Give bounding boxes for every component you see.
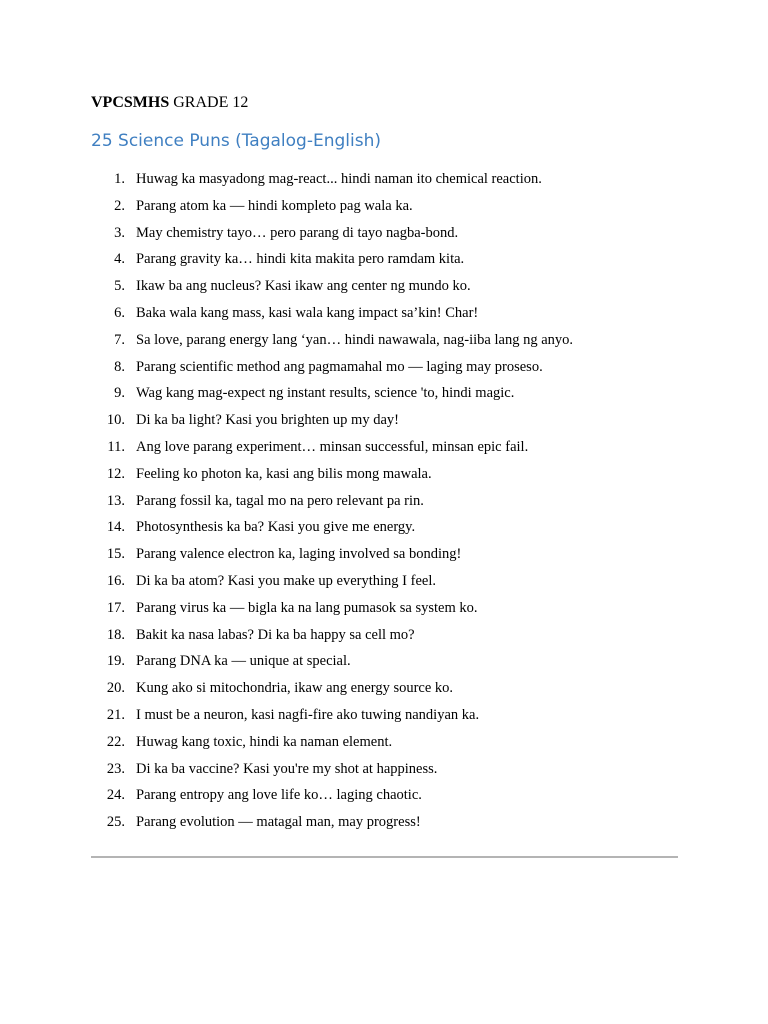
list-item-text: Parang virus ka — bigla ka na lang pumasok sa system ko. — [136, 599, 478, 616]
list-item — [91, 675, 691, 702]
list-item-text: Parang gravity ka… hindi kita makita pero ramdam kita. — [136, 251, 465, 268]
list-item-number: 5. — [114, 278, 125, 295]
list-item — [91, 166, 691, 193]
list-item-text: Huwag kang toxic, hindi ka naman element. — [136, 733, 393, 750]
list-item-number: 10. — [106, 412, 125, 429]
list-item — [91, 434, 691, 461]
list-item-number: 1. — [114, 171, 125, 187]
list-item-number: 8. — [114, 358, 125, 375]
list-item-number: 19. — [106, 653, 125, 670]
list-item — [91, 702, 691, 729]
list-item-number: 11. — [107, 438, 125, 455]
list-item-number: 24. — [106, 787, 125, 804]
list-item-text: Ikaw ba ang nucleus? Kasi ikaw ang center ng mundo ko. — [136, 278, 471, 295]
list-item-text: Parang entropy ang love life ko… laging chaotic. — [136, 787, 422, 804]
list-item — [91, 595, 691, 622]
list-item — [91, 461, 691, 488]
pun-list — [91, 166, 691, 836]
list-item-number: 6. — [114, 304, 125, 321]
list-item-text: Parang valence electron ka, laging involved sa bonding! — [136, 546, 462, 563]
list-item-text: Parang atom ka — hindi kompleto pag wala ka. — [136, 197, 413, 214]
list-item-number: 21. — [106, 706, 125, 723]
list-item-number: 14. — [106, 519, 125, 536]
list-item — [91, 756, 691, 783]
list-item-number: 3. — [114, 224, 125, 241]
horizontal-divider — [91, 856, 678, 858]
list-item-text: Parang DNA ka — unique at special. — [136, 653, 351, 670]
list-item-number: 7. — [114, 331, 125, 348]
list-item — [91, 327, 691, 354]
list-item — [91, 193, 691, 220]
list-item-text: I must be a neuron, kasi nagfi-fire ako tuwing nandiyan ka. — [136, 706, 480, 723]
list-item-text: Kung ako si mitochondria, ikaw ang energy source ko. — [136, 680, 454, 697]
list-item-text: Di ka ba atom? Kasi you make up everything I feel. — [136, 572, 436, 589]
list-item — [91, 514, 691, 541]
list-item-number: 12. — [106, 465, 125, 482]
list-item-number: 15. — [106, 546, 125, 563]
list-item-text: Parang scientific method ang pagmamahal mo — laging may proseso. — [136, 358, 543, 375]
list-item-text: Sa love, parang energy lang ‘yan… hindi nawawala, nag-iiba lang ng anyo. — [136, 331, 574, 348]
grade-level: GRADE 12 — [173, 94, 249, 111]
list-item-text: Parang evolution — matagal man, may progress! — [136, 814, 421, 831]
list-item-text: Huwag ka masyadong mag-react... hindi naman ito chemical reaction. — [136, 171, 542, 187]
list-item-text: Ang love parang experiment… minsan successful, minsan epic fail. — [136, 438, 529, 455]
list-item — [91, 246, 691, 273]
list-item-number: 18. — [106, 626, 125, 643]
list-item — [91, 622, 691, 649]
list-item — [91, 782, 691, 809]
list-item-text: Feeling ko photon ka, kasi ang bilis mong mawala. — [136, 465, 432, 482]
list-item-number: 4. — [114, 251, 125, 268]
list-item-text: Di ka ba vaccine? Kasi you're my shot at happiness. — [136, 760, 438, 777]
list-item-number: 17. — [106, 599, 125, 616]
list-item — [91, 729, 691, 756]
list-item-text: Parang fossil ka, tagal mo na pero relevant pa rin. — [136, 492, 424, 509]
list-item-text: Wag kang mag-expect ng instant results, science 'to, hindi magic. — [136, 385, 515, 402]
list-item — [91, 541, 691, 568]
school-grade-line — [91, 93, 248, 113]
list-item-text: May chemistry tayo… pero parang di tayo nagba-bond. — [136, 224, 459, 241]
document-title: 25 Science Puns (Tagalog-English) — [91, 131, 381, 151]
list-item-number: 20. — [106, 680, 125, 697]
list-item-number: 2. — [114, 197, 125, 214]
list-item-text: Di ka ba light? Kasi you brighten up my day! — [136, 412, 399, 429]
list-item-number: 16. — [106, 572, 125, 589]
list-item — [91, 220, 691, 247]
list-item-number: 22. — [106, 733, 125, 750]
list-item-number: 25. — [106, 814, 125, 831]
list-item-text: Baka wala kang mass, kasi wala kang impact sa’kin! Char! — [136, 304, 479, 321]
list-item — [91, 407, 691, 434]
list-item — [91, 354, 691, 381]
list-item-number: 13. — [106, 492, 125, 509]
list-item-text: Bakit ka nasa labas? Di ka ba happy sa cell mo? — [136, 626, 415, 643]
list-item — [91, 809, 691, 836]
school-name: VPCSMHS — [91, 94, 170, 111]
list-item-text: Photosynthesis ka ba? Kasi you give me energy. — [136, 519, 416, 536]
list-item — [91, 568, 691, 595]
list-item — [91, 273, 691, 300]
list-item-number: 23. — [106, 760, 125, 777]
list-item — [91, 648, 691, 675]
list-item — [91, 300, 691, 327]
list-item — [91, 380, 691, 407]
list-item — [91, 488, 691, 515]
list-item-number: 9. — [114, 385, 125, 402]
